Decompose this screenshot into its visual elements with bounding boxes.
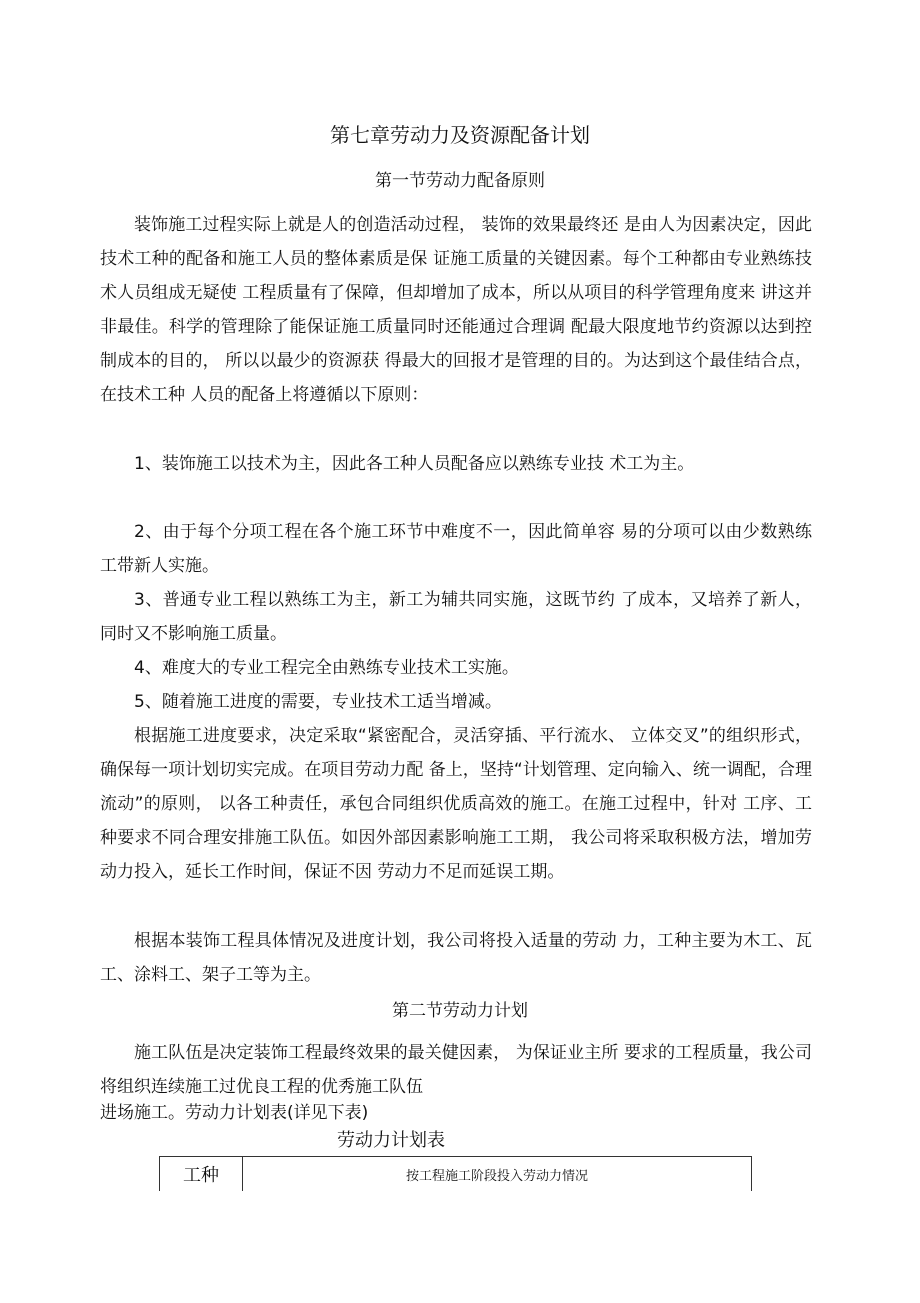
header-labor-type: 工种 xyxy=(160,1157,243,1192)
header-stage-input: 按工程施工阶段投入劳动力情况 xyxy=(243,1157,752,1192)
chapter-title: 第七章劳动力及资源配备计划 xyxy=(330,123,590,147)
section-2-title: 第二节劳动力计划 xyxy=(392,1001,528,1021)
labor-table-title: 劳动力计划表 xyxy=(337,1130,445,1151)
principle-2-paragraph: 2、由于每个分项工程在各个施工环节中难度不一，因此简单容 易的分项可以由少数熟练工带新人实施。 xyxy=(100,522,812,576)
labor-input-paragraph: 根据本装饰工程具体情况及进度计划，我公司将投入适量的劳动 力，工种主要为木工、瓦工、涂料工、架子工等为主。 xyxy=(100,931,812,985)
organization-paragraph: 根据施工进度要求，决定采取“紧密配合，灵活穿插、平行流水、 立体交叉”的组织形式，确保每一项计划切实完成。在项目劳动力配 备上，坚持“计划管理、定向输入、统一调配，合理流动”的原则， 以各工种责任，承包合同组织优质高效的施工。在施工过程中，针对 工序、工种要求不同合理安排施工队伍。如因外部因素影响施工工期， 我公司将采取积极方法，增加劳动力投入，延长工作时间，保证不因 劳动力不足而延误工期。 xyxy=(100,726,812,882)
team-paragraph: 施工队伍是决定装饰工程最终效果的最关健因素， 为保证业主所 要求的工程质量，我公司将组织连续施工过优良工程的优秀施工队伍 xyxy=(100,1043,812,1097)
section-1-title: 第一节劳动力配备原则 xyxy=(375,171,545,191)
principle-5-paragraph: 5、随着施工进度的需要，专业技术工适当增减。 xyxy=(134,692,502,712)
team-paragraph-continued: 进场施工。劳动力计划表(详见下表) xyxy=(100,1103,369,1123)
principle-intro-paragraph: 装饰施工过程实际上就是人的创造活动过程， 装饰的效果最终还 是由人为因素决定，因此技术工种的配备和施工人员的整体素质是保 证施工质量的关键因素。每个工种都由专业熟练技术人员组成无疑使 工程质量有了保障，但却增加了成本，所以从项目的科学管理角度来 讲这并非最佳。科学的管理除了能保证施工质量同时还能通过合理调 配最大限度地节约资源以达到控制成本的目的， 所以以最少的资源获 得最大的回报才是管理的目的。为达到这个最佳结合点，在技术工种 人员的配备上将遵循以下原则： xyxy=(100,215,812,405)
principle-3-paragraph: 3、普通专业工程以熟练工为主，新工为辅共同实施，这既节约 了成本，又培养了新人，同时又不影响施工质量。 xyxy=(100,590,812,644)
labor-plan-table xyxy=(159,1156,752,1191)
table-header-row xyxy=(160,1157,752,1192)
principle-4-paragraph: 4、难度大的专业工程完全由熟练专业技术工实施。 xyxy=(134,658,519,678)
principle-1-paragraph: 1、装饰施工以技术为主，因此各工种人员配备应以熟练专业技 术工为主。 xyxy=(134,454,695,474)
